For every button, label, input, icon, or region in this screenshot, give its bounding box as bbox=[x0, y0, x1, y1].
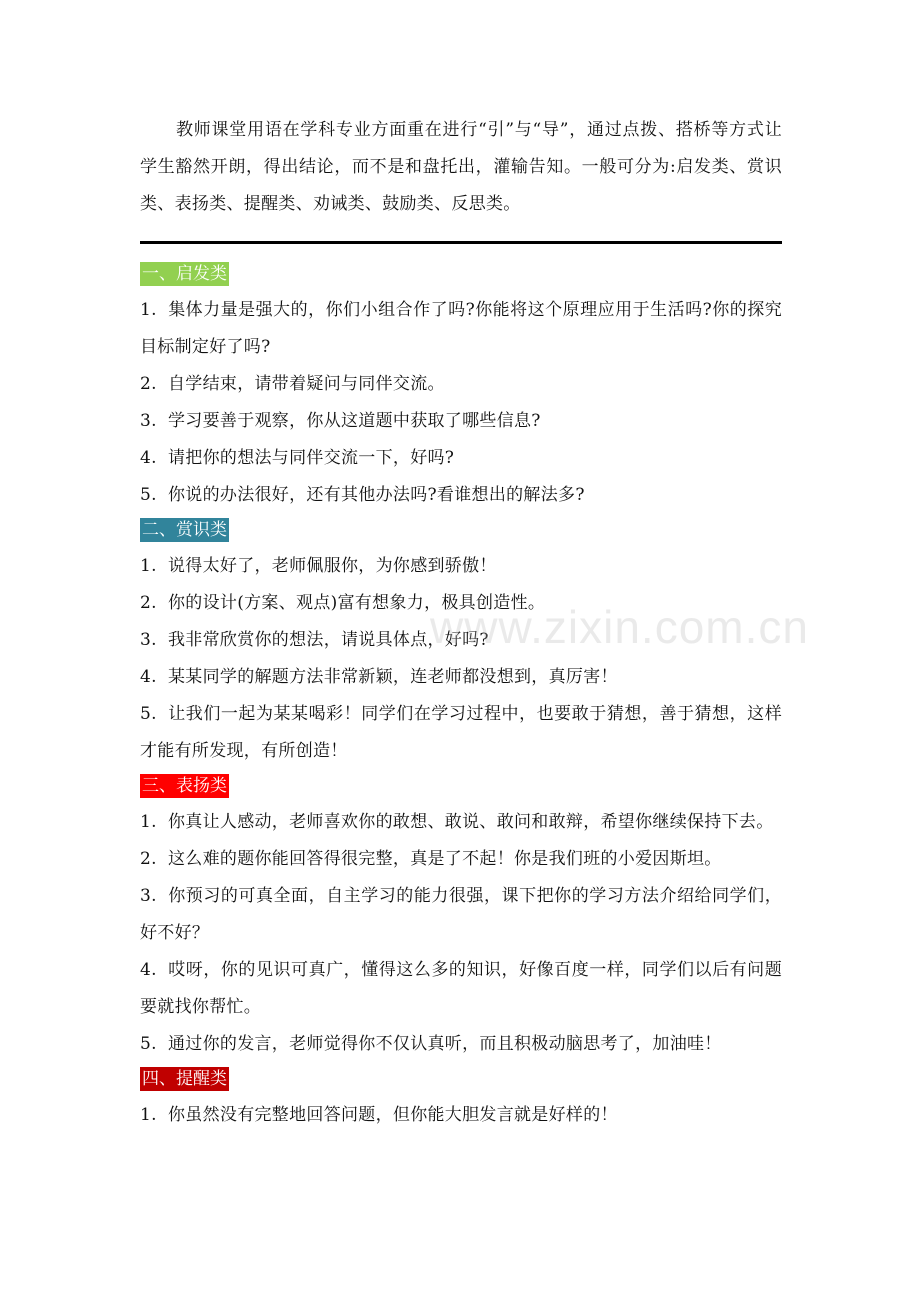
item-number: 1. bbox=[140, 300, 157, 320]
list-item bbox=[140, 841, 782, 878]
list-item bbox=[140, 585, 782, 622]
item-text: 哎呀，你的见识可真广，懂得这么多的知识，好像百度一样，同学们以后有问题要就找你帮忙。 bbox=[140, 960, 782, 1017]
item-text: 你说的办法很好，还有其他办法吗?看谁想出的解法多? bbox=[168, 485, 585, 505]
item-text: 某某同学的解题方法非常新颖，连老师都没想到，真厉害！ bbox=[168, 667, 618, 687]
list-item bbox=[140, 696, 782, 770]
item-number: 1. bbox=[140, 556, 157, 576]
item-text: 这么难的题你能回答得很完整，真是了不起！你是我们班的小爱因斯坦。 bbox=[168, 849, 722, 869]
item-text: 我非常欣赏你的想法，请说具体点，好吗? bbox=[168, 630, 489, 650]
item-text: 说得太好了，老师佩服你，为你感到骄傲！ bbox=[168, 556, 497, 576]
item-number: 4. bbox=[140, 667, 157, 687]
item-number: 2. bbox=[140, 593, 157, 613]
item-number: 1. bbox=[140, 812, 157, 832]
section-heading: 一、启发类 bbox=[142, 264, 227, 284]
item-number: 3. bbox=[140, 411, 157, 431]
item-text: 请把你的想法与同伴交流一下，好吗? bbox=[168, 448, 455, 468]
item-number: 4. bbox=[140, 960, 157, 980]
list-item bbox=[140, 403, 782, 440]
item-text: 你预习的可真全面，自主学习的能力很强，课下把你的学习方法介绍给同学们，好不好？ bbox=[140, 886, 782, 943]
list-item bbox=[140, 292, 782, 366]
item-number: 5. bbox=[140, 485, 157, 505]
item-text: 通过你的发言，老师觉得你不仅认真听，而且积极动脑思考了，加油哇！ bbox=[168, 1034, 722, 1054]
item-text: 你真让人感动，老师喜欢你的敢想、敢说、敢问和敢辩，希望你继续保持下去。 bbox=[168, 812, 774, 832]
item-text: 你虽然没有完整地回答问题，但你能大胆发言就是好样的！ bbox=[168, 1105, 618, 1125]
item-number: 5. bbox=[140, 1034, 157, 1054]
list-item bbox=[140, 1026, 782, 1063]
horizontal-divider bbox=[140, 241, 782, 244]
item-number: 3. bbox=[140, 886, 157, 906]
list-item bbox=[140, 1097, 782, 1134]
item-number: 3. bbox=[140, 630, 157, 650]
list-item bbox=[140, 659, 782, 696]
list-item bbox=[140, 804, 782, 841]
item-number: 5. bbox=[140, 704, 157, 724]
list-item bbox=[140, 952, 782, 1026]
section-heading: 四、提醒类 bbox=[142, 1069, 227, 1089]
item-text: 集体力量是强大的，你们小组合作了吗?你能将这个原理应用于生活吗?你的探究目标制定好了吗? bbox=[140, 300, 782, 357]
section-list bbox=[140, 258, 782, 1134]
item-number: 2. bbox=[140, 849, 157, 869]
list-item bbox=[140, 878, 782, 952]
list-item bbox=[140, 477, 782, 514]
item-text: 让我们一起为某某喝彩！同学们在学习过程中，也要敢于猜想，善于猜想，这样才能有所发现，有所创造！ bbox=[140, 704, 782, 761]
section-heading: 二、赏识类 bbox=[142, 520, 227, 540]
watermark: www.zixin.com.cn bbox=[430, 601, 809, 653]
list-item bbox=[140, 440, 782, 477]
section-heading: 三、表扬类 bbox=[142, 776, 227, 796]
list-item bbox=[140, 622, 782, 659]
item-number: 2. bbox=[140, 374, 157, 394]
list-item bbox=[140, 366, 782, 403]
intro-paragraph: 教师课堂用语在学科专业方面重在进行“引”与“导”，通过点拨、搭桥等方式让学生豁然开朗，得出结论，而不是和盘托出，灌输告知。一般可分为:启发类、赏识类、表扬类、提醒类、劝诫类、鼓励类、反思类。 bbox=[140, 120, 782, 214]
item-text: 自学结束，请带着疑问与同伴交流。 bbox=[168, 374, 445, 394]
list-item bbox=[140, 548, 782, 585]
item-number: 1. bbox=[140, 1105, 157, 1125]
item-text: 学习要善于观察，你从这道题中获取了哪些信息? bbox=[168, 411, 541, 431]
item-text: 你的设计(方案、观点)富有想象力，极具创造性。 bbox=[168, 593, 546, 613]
item-number: 4. bbox=[140, 448, 157, 468]
